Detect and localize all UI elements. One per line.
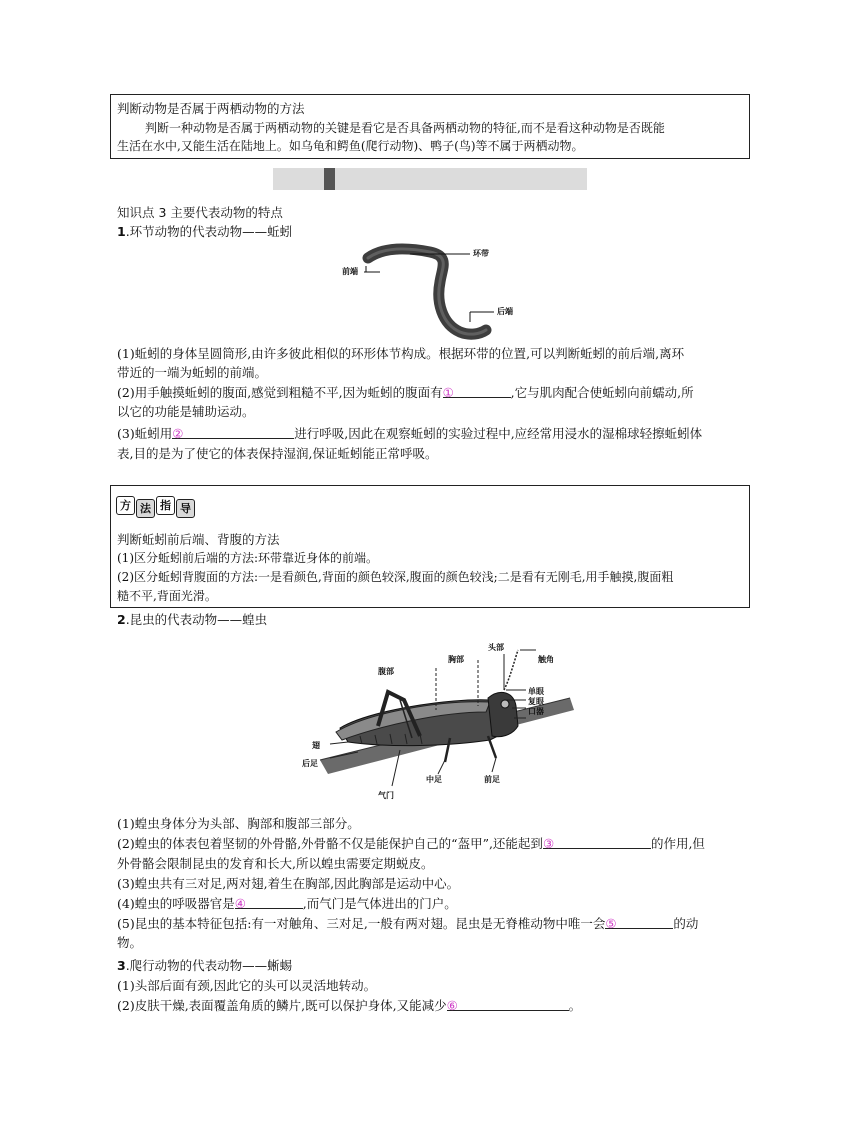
label-front: 前端: [342, 267, 358, 276]
answer-blank-3[interactable]: [543, 834, 651, 849]
method-box: [110, 485, 750, 608]
locust-p5a-text-end: 的动: [673, 916, 699, 931]
locust-p1: (1)蝗虫身体分为头部、胸部和腹部三部分。: [117, 816, 360, 831]
locust-p5b: 物。: [117, 935, 143, 950]
label-mouth: 口器: [528, 707, 544, 716]
note-box-line2: 生活在水中,又能生活在陆地上。如乌龟和鳄鱼(爬行动物)、鸭子(鸟)等不属于两栖动物。: [117, 139, 584, 153]
earthworm-p3a-text-end: 进行呼吸,因此在观察蚯蚓的实验过程中,应经常用浸水的湿棉球轻擦蚯蚓体: [294, 426, 703, 441]
note-box-title: 判断动物是否属于两栖动物的方法: [117, 101, 305, 116]
earthworm-p3a: [117, 424, 747, 443]
locust-p5a-text: (5)昆虫的基本特征包括:有一对触角、三对足,一般有两对翅。昆虫是无脊椎动物中唯一会: [117, 916, 606, 931]
answer-blank-2[interactable]: [172, 424, 294, 439]
lizard-heading: [117, 956, 747, 975]
earthworm-figure: [330, 240, 530, 340]
locust-heading: [117, 610, 747, 629]
method-badge: [116, 496, 195, 518]
lizard-p2: [117, 996, 747, 1015]
blank-marker-4: ④: [234, 896, 246, 911]
earthworm-p2a-text-end: ,它与肌肉配合使蚯蚓向前蠕动,所: [510, 385, 694, 400]
badge-char-4: 导: [176, 499, 195, 518]
locust-p2b: 外骨骼会限制昆虫的发育和长大,所以蝗虫需要定期蜕皮。: [117, 856, 434, 871]
locust-figure: [300, 640, 600, 805]
locust-p4: [117, 894, 747, 913]
earthworm-p2a: [117, 383, 747, 402]
method-title: 判断蚯蚓前后端、背腹的方法: [117, 532, 280, 547]
note-box-line1: 判断一种动物是否属于两栖动物的关键是看它是否具备两栖动物的特征,而不是看这种动物是否既能: [145, 121, 665, 135]
label-thorax: 胸部: [448, 655, 464, 664]
blank-marker-1: ①: [442, 385, 454, 400]
earthworm-heading: [117, 222, 747, 241]
locust-p5a: [117, 914, 747, 933]
blank-marker-6: ⑥: [446, 998, 458, 1013]
method-line3: 糙不平,背面光滑。: [117, 589, 217, 603]
locust-heading-number: 2: [117, 612, 126, 627]
badge-char-3: 指: [156, 496, 175, 515]
locust-p3: (3)蝗虫共有三对足,两对翅,着生在胸部,因此胸部是运动中心。: [117, 876, 460, 891]
lizard-p2-text: (2)皮肤干燥,表面覆盖角质的鳞片,既可以保护身体,又能减少: [117, 998, 447, 1013]
answer-blank-4[interactable]: [235, 894, 303, 909]
answer-blank-6[interactable]: [447, 996, 569, 1011]
locust-p4-text-end: ,而气门是气体进出的门户。: [302, 896, 457, 911]
label-simple-eye: 单眼: [528, 687, 544, 696]
locust-p4-text: (4)蝗虫的呼吸器官是: [117, 896, 235, 911]
earthworm-heading-number: 1: [117, 224, 126, 239]
lizard-heading-text: .爬行动物的代表动物——蜥蜴: [125, 958, 293, 973]
answer-blank-5[interactable]: [605, 914, 673, 929]
locust-p2a-text-end: 的作用,但: [650, 836, 705, 851]
lizard-p2-text-end: 。: [568, 998, 582, 1013]
locust-p2a: [117, 834, 747, 853]
earthworm-p1a: (1)蚯蚓的身体呈圆筒形,由许多彼此相似的环形体节构成。根据环带的位置,可以判断蚯蚓的前后端,离环: [117, 346, 685, 361]
blank-marker-5: ⑤: [605, 916, 617, 931]
badge-char-2: 法: [136, 499, 155, 518]
section-divider-bar: [273, 168, 587, 190]
locust-heading-text: .昆虫的代表动物——蝗虫: [125, 612, 268, 627]
note-box: [110, 94, 750, 159]
label-compound-eye: 复眼: [528, 697, 544, 706]
label-abdomen: 腹部: [378, 667, 394, 676]
label-antenna: 触角: [538, 655, 554, 664]
method-line2: (2)区分蚯蚓背腹面的方法:一是看颜色,背面的颜色较深,腹面的颜色较浅;二是看有无刚毛,用手触摸,腹面粗: [117, 570, 674, 584]
lizard-heading-number: 3: [117, 958, 126, 973]
label-hind-leg: 后足: [302, 759, 318, 768]
badge-char-1: 方: [116, 496, 135, 515]
earthworm-p1b: 带近的一端为蚯蚓的前端。: [117, 365, 268, 380]
label-fore-leg: 前足: [484, 775, 500, 784]
earthworm-illustration: [330, 240, 530, 340]
label-spiracle: 气门: [378, 791, 394, 800]
earthworm-p2b: 以它的功能是辅助运动。: [117, 404, 255, 419]
lizard-p1: (1)头部后面有颈,因此它的头可以灵活地转动。: [117, 978, 377, 993]
blank-marker-3: ③: [542, 836, 555, 851]
earthworm-p3a-text: (3)蚯蚓用: [117, 426, 173, 441]
earthworm-p2a-text: (2)用手触摸蚯蚓的腹面,感觉到粗糙不平,因为蚯蚓的腹面有: [117, 385, 443, 400]
label-wing: 翅: [312, 741, 320, 750]
section-divider-marker: [324, 168, 335, 190]
label-back: 后端: [497, 307, 513, 316]
label-mid-leg: 中足: [426, 775, 442, 784]
blank-marker-2: ②: [172, 426, 184, 441]
earthworm-p3b: 表,目的是为了使它的体表保持湿润,保证蚯蚓能正常呼吸。: [117, 446, 438, 461]
label-band: 环带: [473, 249, 489, 258]
earthworm-heading-text: .环节动物的代表动物——蚯蚓: [125, 224, 293, 239]
method-line1: (1)区分蚯蚓前后端的方法:环带靠近身体的前端。: [117, 551, 379, 565]
locust-p2a-text: (2)蝗虫的体表包着坚韧的外骨骼,外骨骼不仅是能保护自己的“盔甲”,还能起到: [117, 836, 543, 851]
section-heading: 知识点 3 主要代表动物的特点: [117, 205, 283, 220]
answer-blank-1[interactable]: [443, 383, 511, 398]
label-head: 头部: [488, 643, 504, 652]
